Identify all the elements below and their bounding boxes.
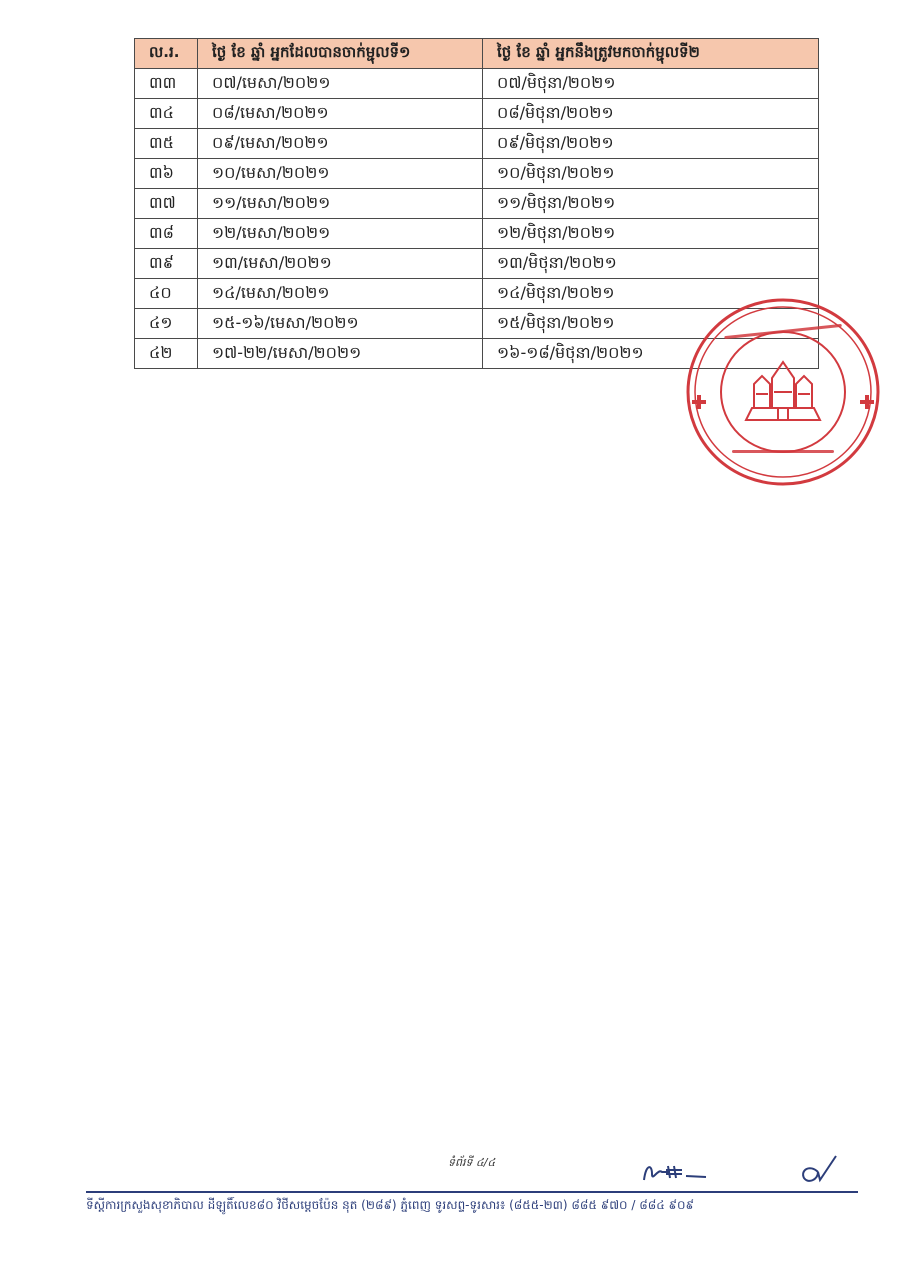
table-row <box>135 129 819 159</box>
second-dose-date: ១១/មិថុនា/២០២១ <box>483 189 819 219</box>
page-number: ទំព័រទី ៤/៤ <box>448 1156 496 1169</box>
second-dose-date: ១២/មិថុនា/២០២១ <box>483 219 819 249</box>
table-row <box>135 189 819 219</box>
row-number: ៤០ <box>135 279 198 309</box>
second-dose-date: ០៧/មិថុនា/២០២១ <box>483 69 819 99</box>
table-row <box>135 99 819 129</box>
table-header-row <box>135 39 819 69</box>
first-dose-date: ០៨/មេសា/២០២១ <box>198 99 483 129</box>
second-dose-date: ១៥/មិថុនា/២០២១ <box>483 309 819 339</box>
row-number: ៣៤ <box>135 99 198 129</box>
ministry-seal <box>684 296 882 488</box>
footer-address: ទីស្តីការក្រសួងសុខាភិបាល ដីឡូតិ៍លេខ៨០ វិថីសម្តេចប៉ែន នុត (២៨៩) ភ្នំពេញ ទូរសព្ទ-ទូរសារ៖ (៨៥៥-២៣) ៨៨៥ ៩៧០ / ៨៨៤ ៩០៩ <box>86 1198 695 1212</box>
first-dose-date: ១០/មេសា/២០២១ <box>198 159 483 189</box>
temple-icon <box>746 362 820 420</box>
first-dose-date: ១៧-២២/មេសា/២០២១ <box>198 339 483 369</box>
first-dose-date: ១១/មេសា/២០២១ <box>198 189 483 219</box>
signature-mark <box>792 1154 842 1188</box>
table-row <box>135 159 819 189</box>
footer-divider <box>86 1191 858 1193</box>
second-dose-date: ១៣/មិថុនា/២០២១ <box>483 249 819 279</box>
first-dose-date: ១៥-១៦/មេសា/២០២១ <box>198 309 483 339</box>
row-number: ៣៩ <box>135 249 198 279</box>
second-dose-date: ០៨/មិថុនា/២០២១ <box>483 99 819 129</box>
signature-initial <box>640 1158 710 1188</box>
table-row <box>135 69 819 99</box>
second-dose-date: ១០/មិថុនា/២០២១ <box>483 159 819 189</box>
header-first-dose-date: ថ្ងៃ ខែ ឆ្នាំ អ្នកដែលបានចាក់ម្ជុលទី១ <box>198 39 483 69</box>
row-number: ៣៧ <box>135 189 198 219</box>
row-number: ៤២ <box>135 339 198 369</box>
row-number: ៣៥ <box>135 129 198 159</box>
second-dose-date: ១៤/មិថុនា/២០២១ <box>483 279 819 309</box>
row-number: ៣៣ <box>135 69 198 99</box>
first-dose-date: ០៧/មេសា/២០២១ <box>198 69 483 99</box>
first-dose-date: ១៤/មេសា/២០២១ <box>198 279 483 309</box>
table-row <box>135 219 819 249</box>
second-dose-date: ០៩/មិថុនា/២០២១ <box>483 129 819 159</box>
header-number: ល.រ. <box>135 39 198 69</box>
row-number: ៣៨ <box>135 219 198 249</box>
row-number: ៤១ <box>135 309 198 339</box>
header-second-dose-date: ថ្ងៃ ខែ ឆ្នាំ អ្នកនឹងត្រូវមកចាក់ម្ជុលទី២ <box>483 39 819 69</box>
second-dose-date: ១៦-១៨/មិថុនា/២០២១ <box>483 339 819 369</box>
first-dose-date: ១២/មេសា/២០២១ <box>198 219 483 249</box>
row-number: ៣៦ <box>135 159 198 189</box>
table-row <box>135 249 819 279</box>
first-dose-date: ១៣/មេសា/២០២១ <box>198 249 483 279</box>
first-dose-date: ០៩/មេសា/២០២១ <box>198 129 483 159</box>
